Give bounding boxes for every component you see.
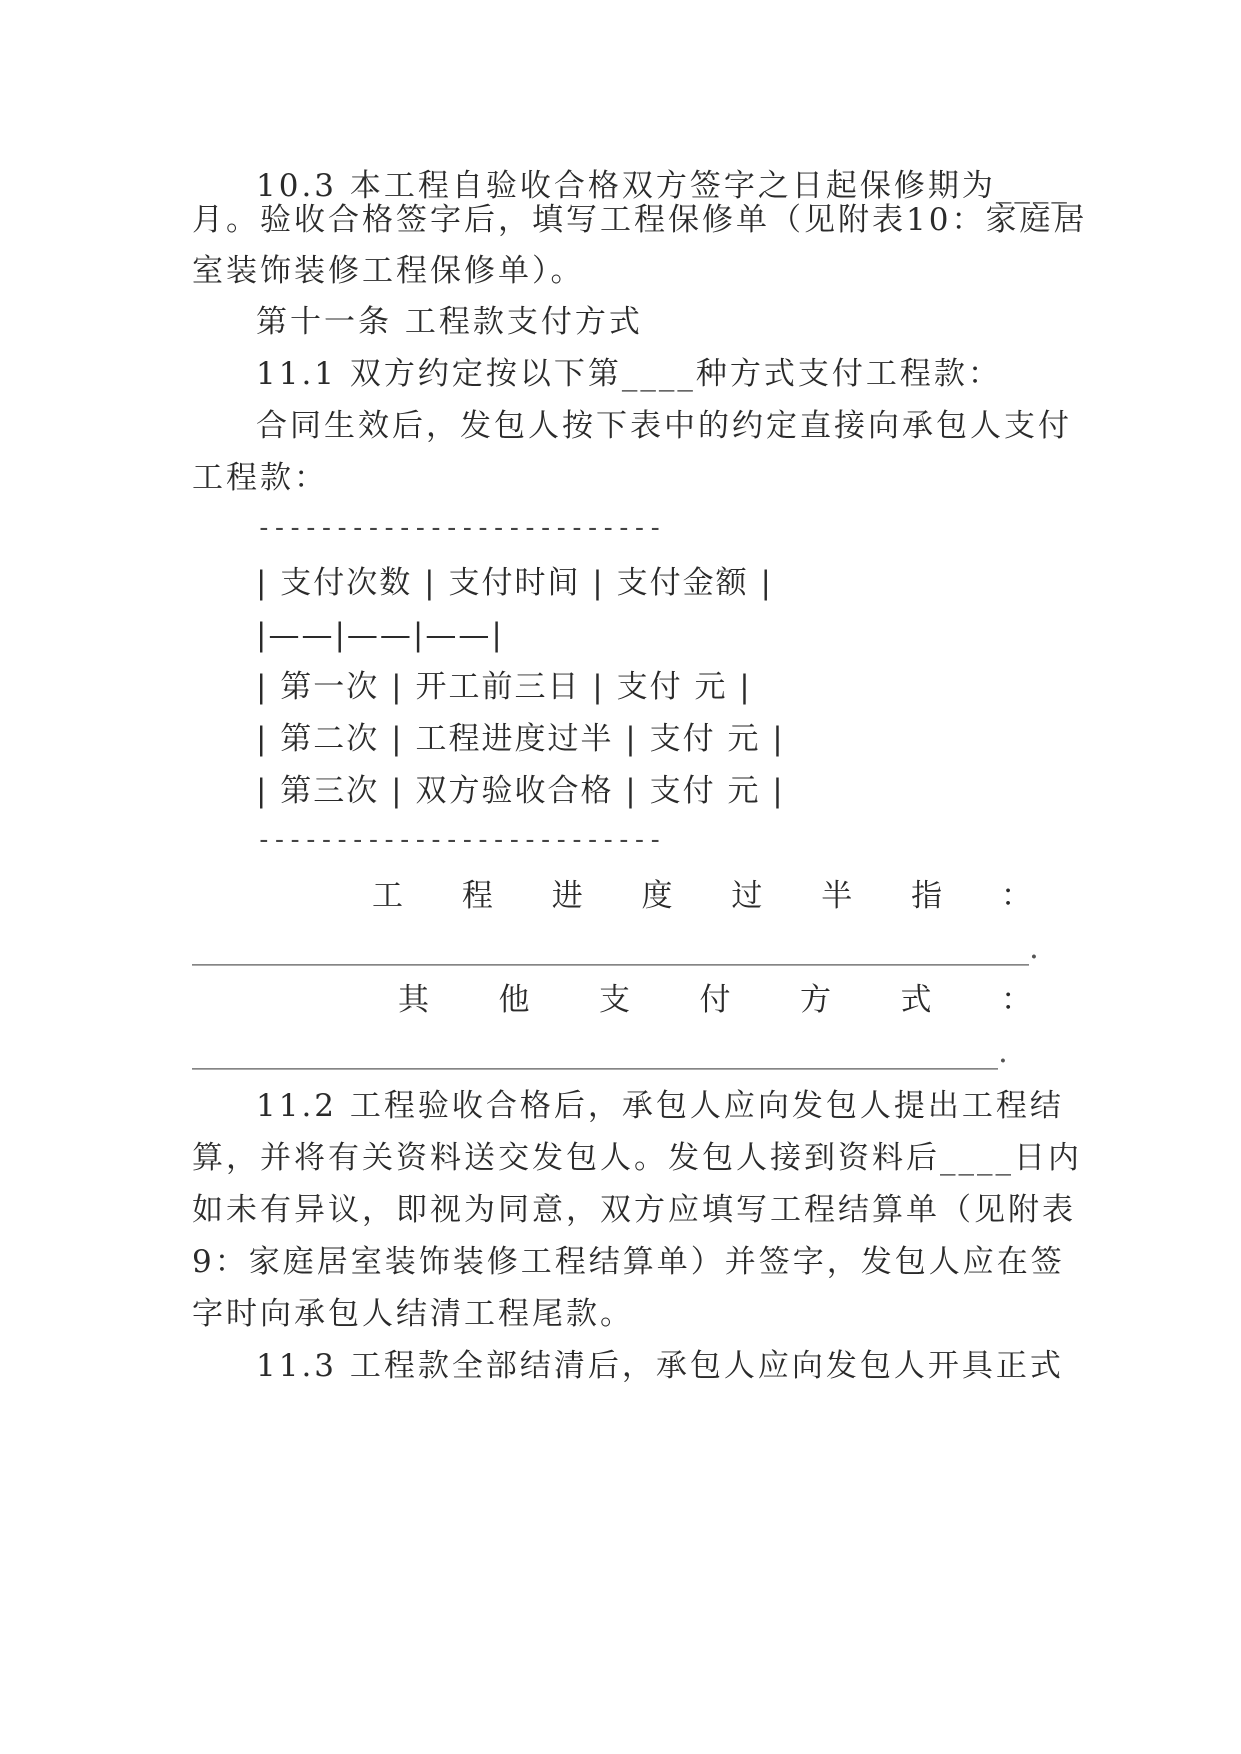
table-row-2: | 第二次 | 工程进度过半 | 支付 元 |: [256, 721, 785, 757]
paragraph-11-2-line-4: 9：家庭居室装饰装修工程结算单）并签字，发包人应在签: [192, 1244, 1065, 1280]
char: 工: [372, 878, 403, 914]
paragraph-10-3-line-3: 室装饰装修工程保修单）。: [192, 253, 585, 289]
char: 其: [398, 982, 429, 1018]
paragraph-11-2-line-2: 算，并将有关资料送交发包人。发包人接到资料后____日内: [192, 1140, 1082, 1176]
paragraph-11-1: 11.1 双方约定按以下第____种方式支付工程款：: [256, 356, 1002, 392]
other-payment-label: [398, 980, 1032, 1020]
article-11-heading: 第十一条 工程款支付方式: [256, 304, 643, 340]
paragraph-10-3-line-1: 10.3 本工程自验收合格双方签字之日起保修期为____: [256, 168, 1070, 204]
paragraph-payment-line-2: 工程款：: [192, 460, 328, 496]
progress-definition-blank: ______________________________________________________.: [192, 930, 1039, 966]
paragraph-11-2-line-1: 11.2 工程验收合格后，承包人应向发包人提出工程结: [256, 1088, 1064, 1124]
char: 程: [461, 878, 493, 914]
paragraph-11-3-line-1: 11.3 工程款全部结清后，承包人应向发包人开具正式: [256, 1348, 1064, 1384]
char: 指: [911, 878, 943, 914]
table-row-3: | 第三次 | 双方验收合格 | 支付 元 |: [256, 773, 785, 809]
char: 他: [498, 982, 530, 1018]
char: 过: [731, 878, 763, 914]
char: 式: [900, 982, 932, 1018]
table-separator-row: |——|——|——|: [256, 617, 504, 653]
paragraph-11-2-line-3: 如未有异议，即视为同意，双方应填写工程结算单（见附表: [192, 1192, 1076, 1228]
paragraph-11-2-line-5: 字时向承包人结清工程尾款。: [192, 1296, 634, 1332]
progress-definition-label: [372, 876, 1032, 916]
char: 度: [641, 878, 673, 914]
table-bottom-rule: --------------------------: [256, 825, 663, 855]
table-header-row: | 支付次数 | 支付时间 | 支付金额 |: [256, 565, 773, 601]
paragraph-payment-line-1: 合同生效后，发包人按下表中的约定直接向承包人支付: [256, 408, 1072, 444]
char: 半: [821, 878, 853, 914]
char: 方: [800, 982, 831, 1018]
char: ：: [1001, 982, 1032, 1018]
char: 付: [699, 982, 731, 1018]
table-top-rule: --------------------------: [256, 513, 663, 543]
char: ：: [1000, 878, 1032, 914]
char: 进: [551, 878, 583, 914]
char: 支: [599, 982, 630, 1018]
other-payment-blank: ____________________________________________________.: [192, 1034, 1008, 1070]
table-row-1: | 第一次 | 开工前三日 | 支付 元 |: [256, 669, 752, 705]
paragraph-10-3-line-2: 月。验收合格签字后，填写工程保修单（见附表10：家庭居: [192, 202, 1088, 238]
